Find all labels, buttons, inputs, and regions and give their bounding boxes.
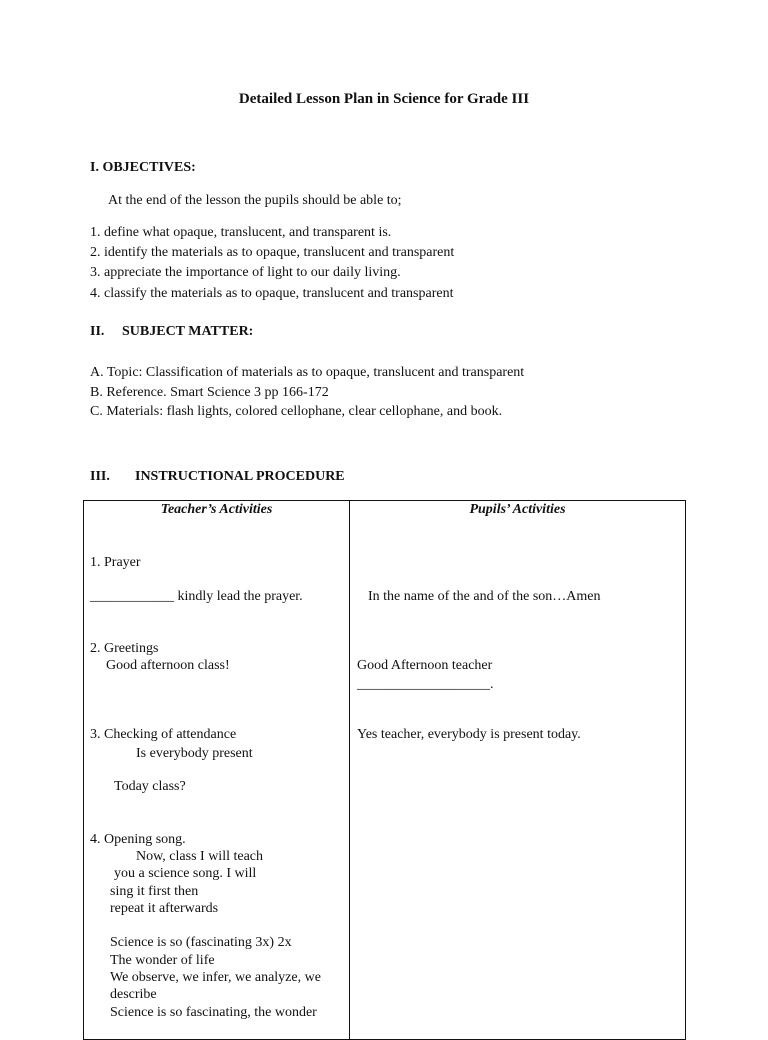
- subject-matter-heading: SUBJECT MATTER:: [122, 324, 254, 339]
- objectives-heading: I. OBJECTIVES:: [90, 160, 196, 175]
- table-column-divider: [349, 500, 350, 1040]
- teacher-greetings-line: Good afternoon class!: [106, 658, 230, 673]
- pupil-greeting-response: Good Afternoon teacher: [357, 658, 493, 673]
- objective-item: 3. appreciate the importance of light to our daily living.: [90, 265, 401, 280]
- teacher-greetings-label: 2. Greetings: [90, 641, 159, 656]
- song-lyric-line: The wonder of life: [110, 953, 215, 968]
- song-lyric-line: Science is so fascinating, the wonder: [110, 1005, 317, 1020]
- song-lyric-line: We observe, we infer, we analyze, we: [110, 970, 321, 985]
- subject-matter-item: B. Reference. Smart Science 3 pp 166-172: [90, 385, 329, 400]
- teacher-attendance-label: 3. Checking of attendance: [90, 727, 237, 742]
- song-lyric-line: Science is so (fascinating 3x) 2x: [110, 935, 292, 950]
- subject-matter-item: C. Materials: flash lights, colored cellophane, clear cellophane, and book.: [90, 404, 503, 419]
- teacher-prayer-line: ____________ kindly lead the prayer.: [90, 589, 303, 604]
- teacher-prayer-label: 1. Prayer: [90, 555, 141, 570]
- objective-item: 4. classify the materials as to opaque, translucent and transparent: [90, 286, 454, 301]
- subject-matter-item: A. Topic: Classification of materials as to opaque, translucent and transparent: [90, 365, 525, 380]
- teacher-song-label: 4. Opening song.: [90, 832, 186, 847]
- objectives-intro: At the end of the lesson the pupils should be able to;: [108, 193, 402, 208]
- pupil-attendance-response: Yes teacher, everybody is present today.: [357, 727, 581, 742]
- teacher-song-intro-line: you a science song. I will: [114, 866, 257, 881]
- teacher-song-intro-line: Now, class I will teach: [136, 849, 263, 864]
- pupil-greeting-blank: ___________________.: [357, 677, 494, 692]
- procedure-numeral: III.: [90, 469, 110, 484]
- pupil-prayer-response: In the name of the and of the son…Amen: [368, 589, 601, 604]
- song-lyric-line: describe: [110, 987, 157, 1002]
- pupil-column-header: Pupils’ Activities: [469, 502, 566, 517]
- teacher-song-intro-line: sing it first then: [110, 884, 199, 899]
- teacher-attendance-line: Today class?: [114, 779, 186, 794]
- subject-matter-numeral: II.: [90, 324, 105, 339]
- page-title: Detailed Lesson Plan in Science for Grade III: [238, 91, 530, 107]
- objective-item: 2. identify the materials as to opaque, translucent and transparent: [90, 245, 455, 260]
- teacher-song-intro-line: repeat it afterwards: [110, 901, 219, 916]
- teacher-column-header: Teacher’s Activities: [160, 502, 273, 517]
- procedure-heading: INSTRUCTIONAL PROCEDURE: [135, 469, 345, 484]
- teacher-attendance-line: Is everybody present: [136, 746, 253, 761]
- objective-item: 1. define what opaque, translucent, and transparent is.: [90, 225, 392, 240]
